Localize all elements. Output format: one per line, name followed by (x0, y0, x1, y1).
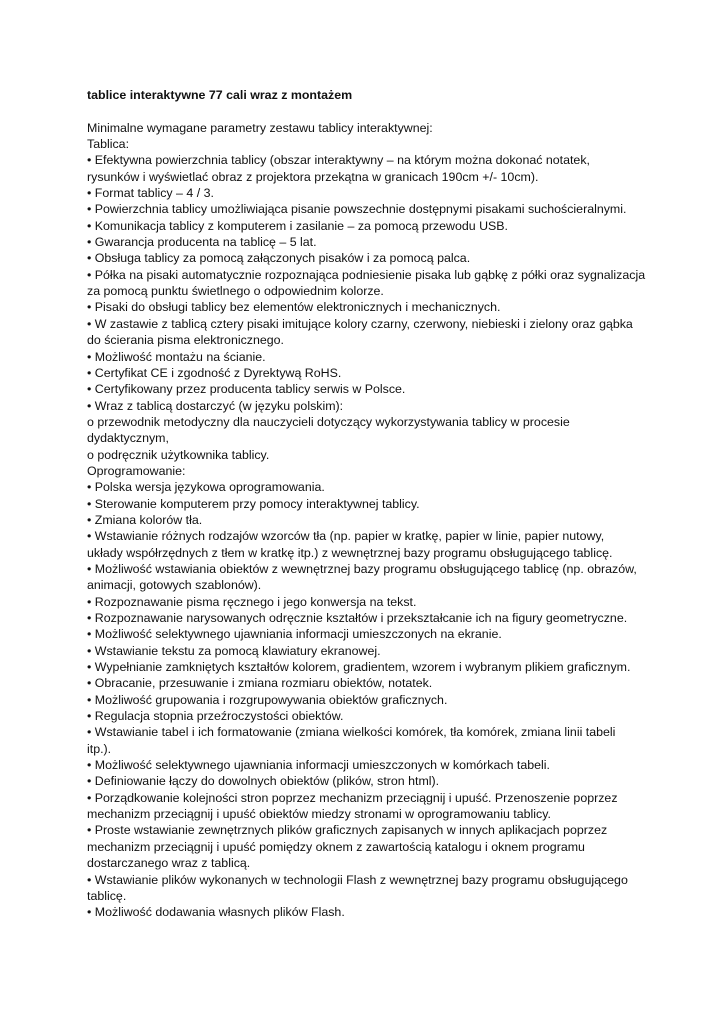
text-line: • Zmiana kolorów tła. (87, 512, 203, 527)
text-line: rysunków i wyświetlać obraz z projektora przekątna w granicach 190cm +/- 10cm). (87, 169, 539, 184)
document-body (87, 87, 647, 921)
text-line: • Certyfikat CE i zgodność z Dyrektywą RoHS. (87, 365, 342, 380)
text-line: • Pisaki do obsługi tablicy bez elementów elektronicznych i mechanicznych. (87, 300, 501, 315)
text-line: • Wstawianie tekstu za pomocą klawiatury ekranowej. (87, 643, 381, 658)
text-line: o przewodnik metodyczny dla nauczycieli dotyczący wykorzystywania tablicy w procesie (87, 414, 570, 429)
text-line: dydaktycznym, (87, 431, 169, 446)
text-line: • Certyfikowany przez producenta tablicy serwis w Polsce. (87, 382, 406, 397)
text-line: animacji, gotowych szablonów). (87, 578, 262, 593)
text-line: • Polska wersja językowa oprogramowania. (87, 480, 325, 495)
text-line: • Możliwość wstawiania obiektów z wewnętrznej bazy programu obsługującego tablicę (np. obrazów, (87, 561, 637, 576)
text-line: • Proste wstawianie zewnętrznych plików graficznych zapisanych w innych aplikacjach poprzez (87, 823, 608, 838)
text-line: itp.). (87, 741, 112, 756)
text-line: • Półka na pisaki automatycznie rozpoznająca podniesienie pisaka lub gąbkę z półki oraz sygnalizacja (87, 267, 646, 282)
text-line: • Komunikacja tablicy z komputerem i zasilanie – za pomocą przewodu USB. (87, 218, 508, 233)
text-line: • Rozpoznawanie pisma ręcznego i jego konwersja na tekst. (87, 594, 417, 609)
text-line: dostarczanego wraz z tablicą. (87, 856, 251, 871)
text-line: • Porządkowanie kolejności stron poprzez mechanizm przeciągnij i upuść. Przenoszenie poprzez (87, 790, 618, 805)
text-line: • W zastawie z tablicą cztery pisaki imitujące kolory czarny, czerwony, niebieski i zielony oraz gąbka (87, 316, 633, 331)
text-line: do ścierania pisma elektronicznego. (87, 333, 284, 348)
text-line: Oprogramowanie: (87, 463, 186, 478)
text-line: mechanizm przeciągnij i upuść obiektów miedzy stronami w oprogramowaniu tablicy. (87, 807, 551, 822)
text-line: • Regulacja stopnia przeźroczystości obiektów. (87, 709, 344, 724)
text-line: • Wstawianie tabel i ich formatowanie (zmiana wielkości komórek, tła komórek, zmiana linii tabeli (87, 725, 616, 740)
text-line: • Możliwość dodawania własnych plików Flash. (87, 905, 345, 920)
text-line: Minimalne wymagane parametry zestawu tablicy interaktywnej: (87, 120, 433, 135)
text-line: • Efektywna powierzchnia tablicy (obszar interaktywny – na którym można dokonać notatek, (87, 153, 590, 168)
document-title: tablice interaktywne 77 cali wraz z montażem (87, 88, 353, 102)
text-line: • Format tablicy – 4 / 3. (87, 186, 214, 201)
text-line: • Możliwość selektywnego ujawniania informacji umieszczonych na ekranie. (87, 627, 502, 642)
text-line: • Wstawianie plików wykonanych w technologii Flash z wewnętrznej bazy programu obsługującego (87, 872, 628, 887)
text-line: o podręcznik użytkownika tablicy. (87, 447, 270, 462)
text-line: • Wraz z tablicą dostarczyć (w języku polskim): (87, 398, 344, 413)
text-line: za pomocą punktu świetlnego o odpowiednim kolorze. (87, 284, 384, 299)
text-line: • Sterowanie komputerem przy pomocy interaktywnej tablicy. (87, 496, 420, 511)
text-line: mechanizm przeciągnij i upuść pomiędzy oknem z zawartością katalogu i oknem programu (87, 839, 585, 854)
text-line: • Wstawianie różnych rodzajów wzorców tła (np. papier w kratkę, papier w linie, papier nutowy, (87, 529, 605, 544)
text-line: tablicę. (87, 888, 127, 903)
blank-line (87, 103, 647, 119)
text-line: układy współrzędnych z tłem w kratkę itp.) z wewnętrznej bazy programu obsługującego tablicę. (87, 545, 613, 560)
text-line: Tablica: (87, 137, 130, 152)
document-text (87, 120, 647, 921)
text-line: • Rozpoznawanie narysowanych odręcznie kształtów i przekształcanie ich na figury geometryczne. (87, 611, 628, 625)
text-line: • Możliwość selektywnego ujawniania informacji umieszczonych w komórkach tabeli. (87, 758, 550, 773)
text-line: • Możliwość grupowania i rozgrupowywania obiektów graficznych. (87, 692, 448, 707)
text-line: • Powierzchnia tablicy umożliwiająca pisanie powszechnie dostępnymi pisakami suchościeralnymi. (87, 202, 627, 217)
text-line: • Obsługa tablicy za pomocą załączonych pisaków i za pomocą palca. (87, 251, 471, 266)
text-line: • Możliwość montażu na ścianie. (87, 349, 266, 364)
text-line: • Definiowanie łączy do dowolnych obiektów (plików, stron html). (87, 774, 440, 789)
text-line: • Gwarancja producenta na tablicę – 5 lat. (87, 235, 317, 250)
text-line: • Wypełnianie zamkniętych kształtów kolorem, gradientem, wzorem i wybranym plikiem graficznym. (87, 660, 631, 675)
text-line: • Obracanie, przesuwanie i zmiana rozmiaru obiektów, notatek. (87, 676, 433, 691)
